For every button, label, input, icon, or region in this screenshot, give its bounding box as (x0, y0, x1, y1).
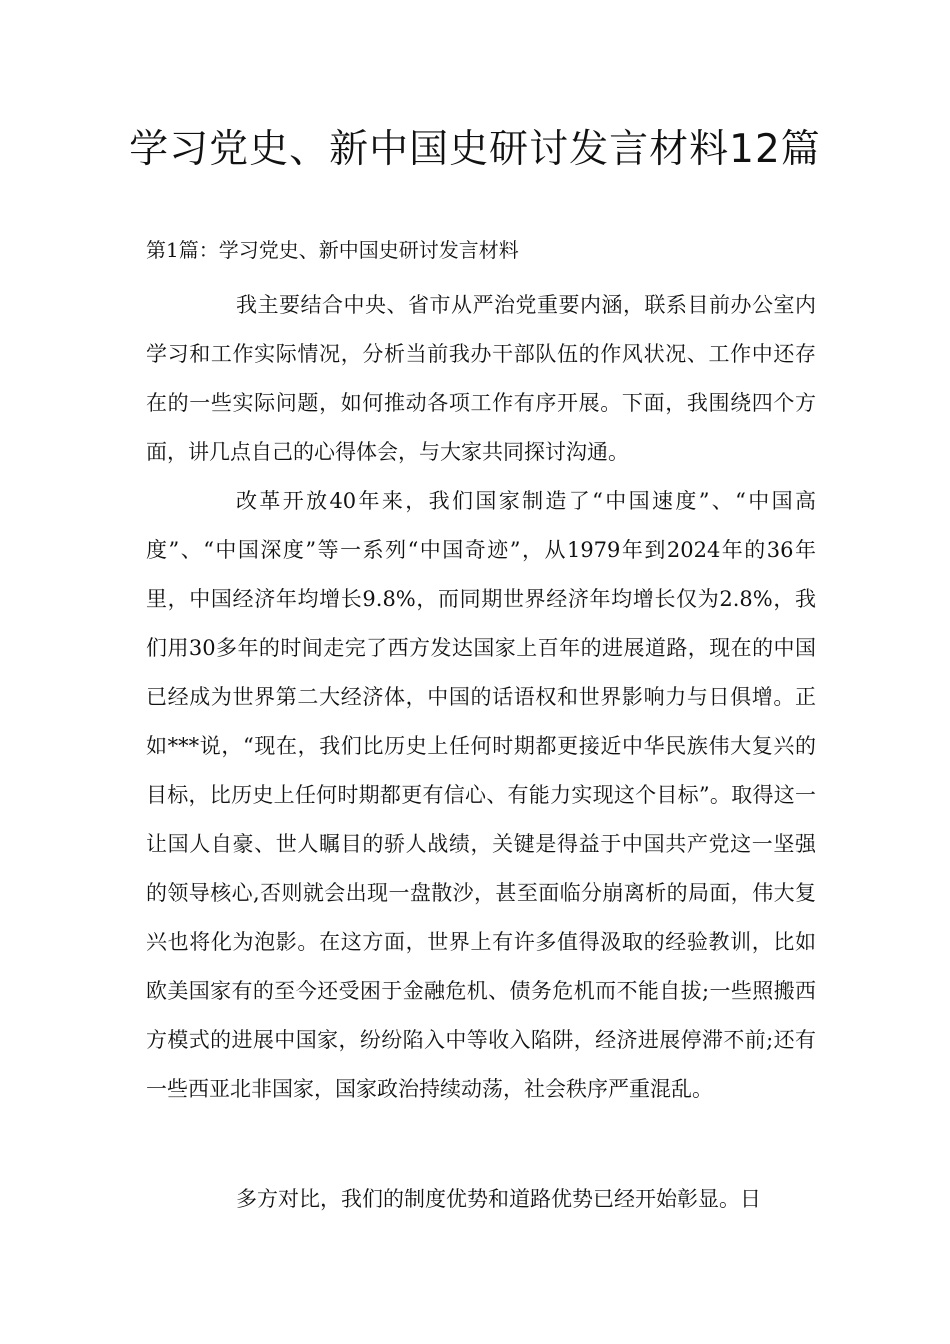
paragraph-2-block (146, 477, 816, 1114)
paragraph-3-block (146, 1175, 816, 1224)
paragraph: 我主要结合中央、省市从严治党重要内涵，联系目前办公室内学习和工作实际情况，分析当前我办干部队伍的作风状况、工作中还存在的一些实际问题，如何推动各项工作有序开展。下面，我围绕四个方面，讲几点自己的心得体会，与大家共同探讨沟通。 (146, 293, 816, 464)
section-heading: 第1篇：学习党史、新中国史研讨发言材料 (146, 238, 519, 262)
document-title: 学习党史、新中国史研讨发言材料12篇 (129, 127, 821, 172)
paragraph-1-block (146, 281, 816, 477)
paragraph: 多方对比，我们的制度优势和道路优势已经开始彰显。日 (236, 1187, 761, 1211)
paragraph: 改革开放40年来，我们国家制造了“中国速度”、“中国高度”、“中国深度”等一系列“中国奇迹”，从1979年到2024年的36年里，中国经济年均增长9.8%，而同期世界经济年均增长仅为2.8%，我们用30多年的时间走完了西方发达国家上百年的进展道路，现在的中国已经成为世界第二大经济体，中国的话语权和世界影响力与日俱增。正如***说，“现在，我们比历史上任何时期都更接近中华民族伟大复兴的目标，比历史上任何时期都更有信心、有能力实现这个目标”。取得这一让国人自豪、世人瞩目的骄人战绩，关键是得益于中国共产党这一坚强的领导核心,否则就会出现一盘散沙，甚至面临分崩离析的局面，伟大复兴也将化为泡影。在这方面，世界上有许多值得汲取的经验教训，比如欧美国家有的至今还受困于金融危机、债务危机而不能自拔;一些照搬西方模式的进展中国家，纷纷陷入中等收入陷阱，经济进展停滞不前;还有一些西亚北非国家，国家政治持续动荡，社会秩序严重混乱。 (146, 489, 816, 1101)
